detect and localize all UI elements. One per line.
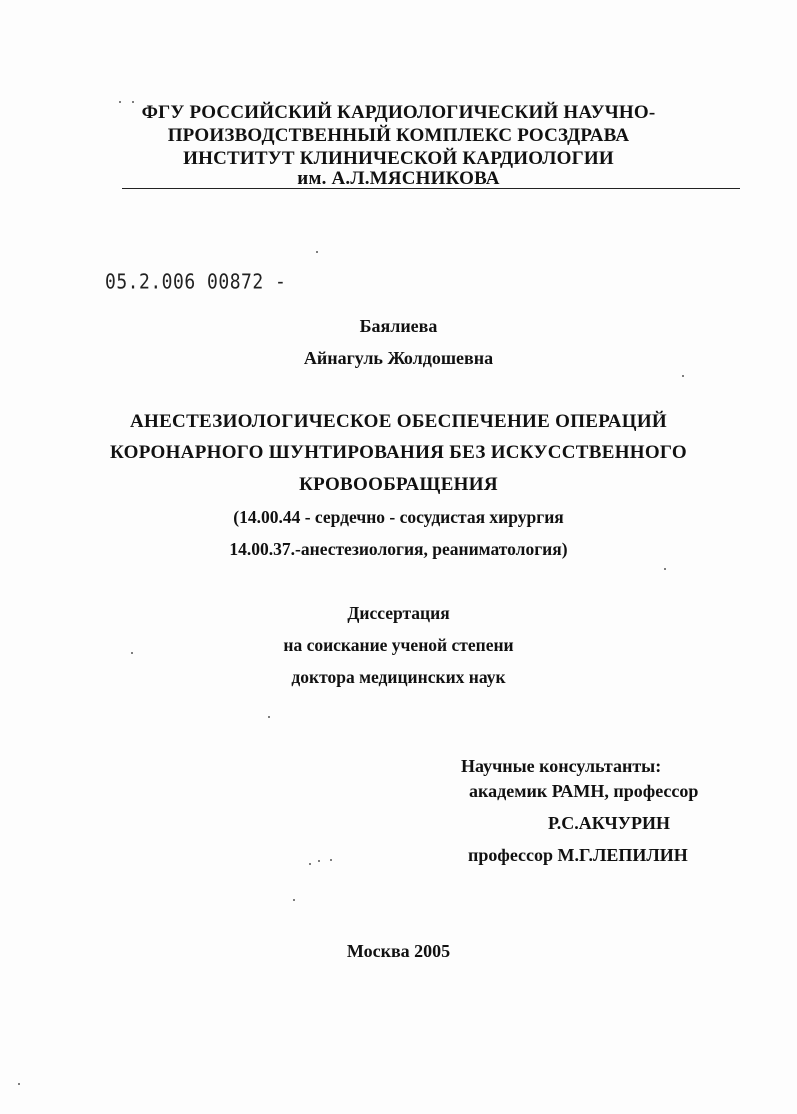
institution-line-3: ИНСТИТУТ КЛИНИЧЕСКОЙ КАРДИОЛОГИИ	[183, 148, 614, 169]
scan-speck	[119, 101, 121, 103]
scan-speck	[682, 375, 684, 377]
scan-speck	[664, 568, 666, 570]
scan-speck	[318, 860, 320, 862]
scan-speck	[268, 716, 270, 718]
author-surname: Баялиева	[359, 316, 438, 336]
institution-line-2: ПРОИЗВОДСТВЕННЫЙ КОМПЛЕКС РОСЗДРАВА	[167, 125, 630, 146]
scan-speck	[131, 652, 133, 654]
consultant-2: профессор М.Г.ЛЕПИЛИН	[468, 845, 688, 865]
specialty-line-1: (14.00.44 - сердечно - сосудистая хирургия	[233, 507, 564, 527]
scan-speck	[316, 251, 318, 253]
title-line-3: КРОВООБРАЩЕНИЯ	[299, 474, 498, 495]
specialty-line-2: 14.00.37.-анестезиология, реаниматология)	[229, 539, 568, 559]
consultants-heading: Научные консультанты:	[461, 756, 662, 776]
degree-name: доктора медицинских наук	[291, 667, 506, 687]
registry-code-stamp: 05.2.006 00872 -	[105, 270, 287, 295]
scan-speck	[293, 899, 295, 901]
title-line-1: АНЕСТЕЗИОЛОГИЧЕСКОЕ ОБЕСПЕЧЕНИЕ ОПЕРАЦИЙ	[129, 411, 667, 432]
institution-line-4: им. А.Л.МЯСНИКОВА	[297, 168, 500, 189]
place-and-year: Москва 2005	[346, 941, 451, 961]
author-given-names: Айнагуль Жолдошевна	[303, 348, 494, 368]
scan-speck	[18, 1083, 20, 1085]
institution-line-1: ФГУ РОССИЙСКИЙ КАРДИОЛОГИЧЕСКИЙ НАУЧНО-	[141, 102, 656, 123]
scan-speck	[330, 859, 332, 861]
degree-purpose: на соискание ученой степени	[283, 635, 514, 655]
title-line-2: КОРОНАРНОГО ШУНТИРОВАНИЯ БЕЗ ИСКУССТВЕННОГО	[110, 442, 687, 463]
consultant-1-title: академик РАМН, профессор	[469, 781, 699, 801]
scan-speck	[309, 863, 311, 865]
consultant-1-name: Р.С.АКЧУРИН	[548, 813, 670, 833]
scan-speck	[132, 101, 134, 103]
dissertation-label: Диссертация	[347, 603, 450, 623]
header-divider	[122, 188, 740, 189]
